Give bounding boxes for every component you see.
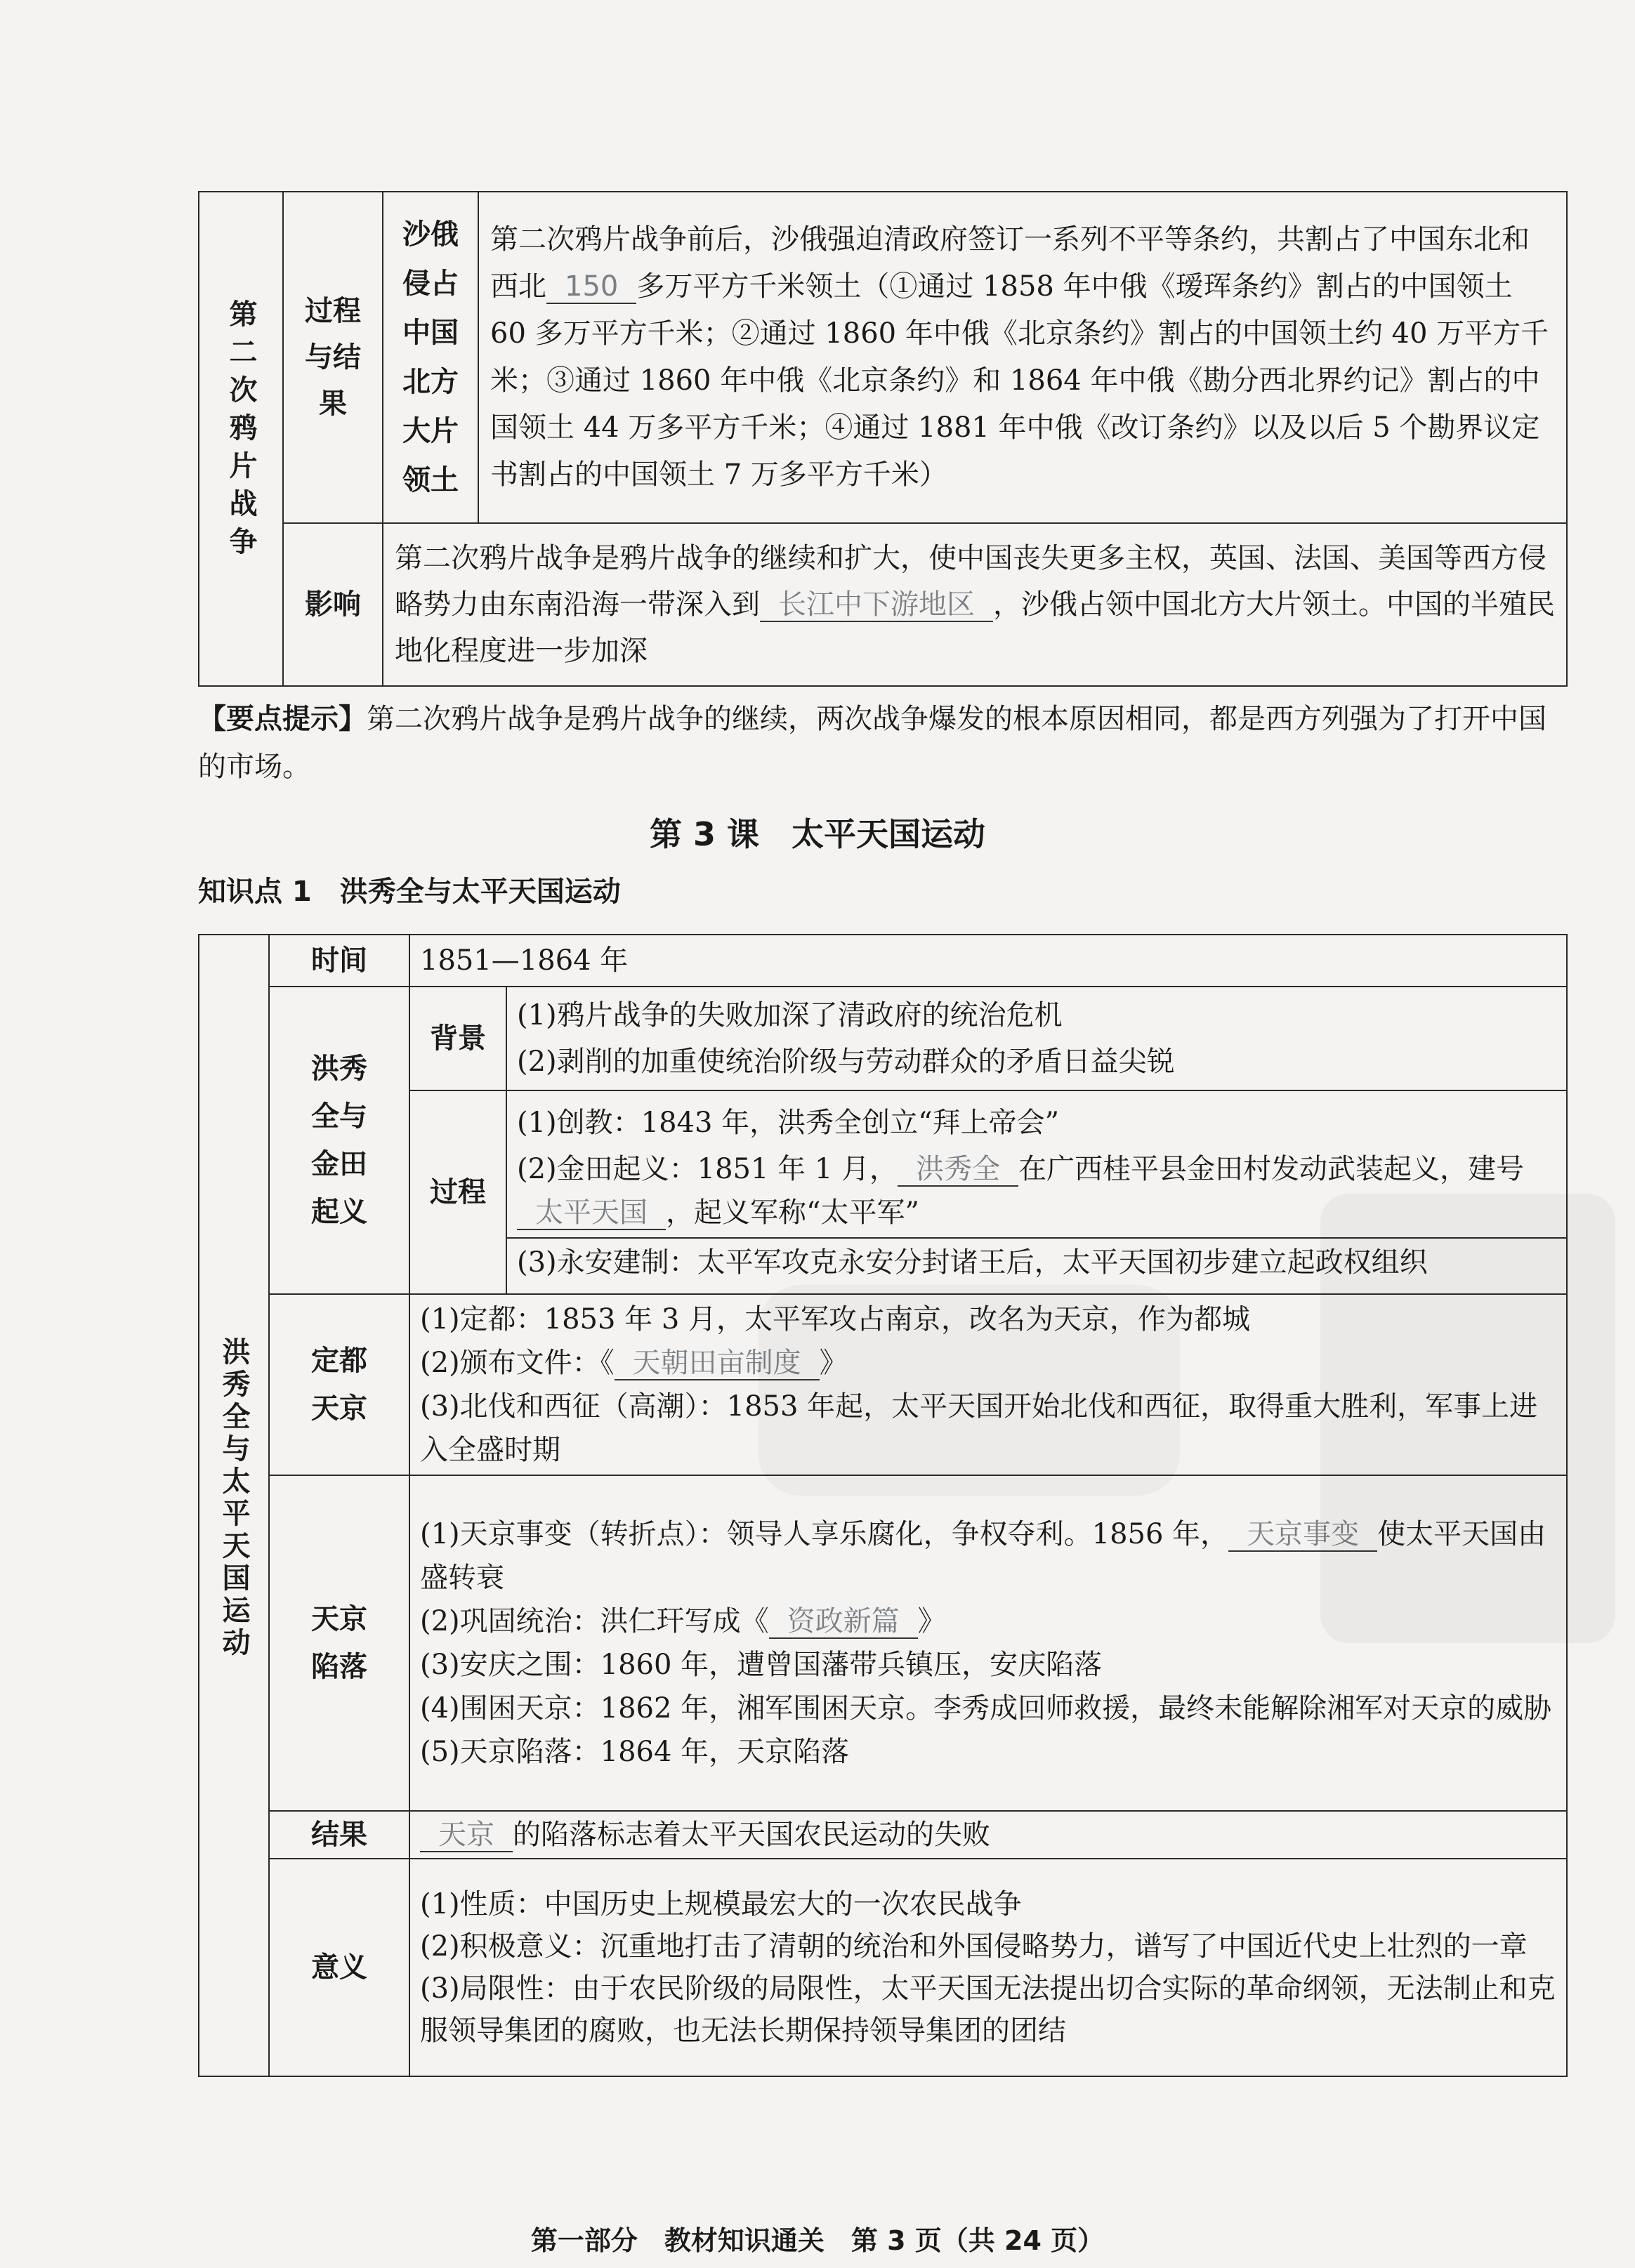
result-cell: 天京 的陷落标志着太平天国农民运动的失败 bbox=[409, 1811, 1567, 1859]
process-cell: (1)创教：1843 年，洪秀全创立“拜上帝会” (2)金田起义：1851 年 1 月， 洪秀全 在广西桂平县金田村发动武装起义，建号太平天国 ，起义军称“太平军” (3)永安建制：太平军攻克永安分封诸王后，太平天国初步建立起政权组织 bbox=[506, 1090, 1567, 1294]
table-taiping bbox=[198, 934, 1568, 2077]
meaning-cell: (1)性质：中国历史上规模最宏大的一次农民战争 (2)积极意义：沉重地打击了清朝的统治和外国侵略势力，谱写了中国近代史上壮烈的一章 (3)局限性：由于农民阶级的局限性，太平天国无法提出切合实际的革命纲领，无法制止和克服领导集团的腐败，也无法长期保持领导集团的团结 bbox=[409, 1859, 1567, 2076]
row-label-capital: 定都天京 bbox=[269, 1294, 409, 1475]
fall-cell: (1)天京事变（转折点）：领导人享乐腐化，争权夺利。1856 年， 天京事变 使太平天国由盛转衰 (2)巩固统治：洪仁玕写成《 资政新篇 》 (3)安庆之围：1860 年，遭曾国藩带兵镇压，安庆陷落 (4)围困天京：1862 年，湘军围困天京。李秀成回师救援，最终未能解除湘军对天京的威胁 (5)天京陷落：1864 年，天京陷落 bbox=[409, 1475, 1567, 1811]
answer-blank: 天朝田亩制度 bbox=[615, 1347, 820, 1380]
table-second-opium-war bbox=[198, 191, 1568, 687]
answer-blank: 天京事变 bbox=[1228, 1518, 1377, 1552]
answer-blank: 天京 bbox=[420, 1819, 513, 1852]
capital-cell: (1)定都：1853 年 3 月，太平军攻占南京，改名为天京，作为都城 (2)颁布文件：《 天朝田亩制度 》 (3)北伐和西征（高潮）：1853 年起，太平天国开始北伐和西征，取得重大胜利，军事上进入全盛时期 bbox=[409, 1294, 1567, 1475]
section-label: 洪秀全与太平天国运动 bbox=[199, 935, 269, 2076]
answer-blank: 太平天国 bbox=[517, 1196, 666, 1230]
row-text-impact: 第二次鸦片战争是鸦片战争的继续和扩大，使中国丧失更多主权，英国、法国、美国等西方侵略势力由东南沿海一带深入到 长江中下游地区 ，沙俄占领中国北方大片领土。中国的半殖民地化程度进一步加深 bbox=[383, 523, 1567, 686]
row-label-impact: 影响 bbox=[283, 523, 383, 686]
row-text-russia: 第二次鸦片战争前后，沙俄强迫清政府签订一系列不平等条约，共割占了中国东北和西北 150 多万平方千米领土（①通过 1858 年中俄《瑷珲条约》割占的中国领土 60 多万平方千米；②通过 1860 年中俄《北京条约》割占的中国领土约 40 万平方千米；③通过 1860 年中俄《北京条约》和 1864 年中俄《勘分西北界约记》割占的中国领土 44 万多平方千米；④通过 1881 年中俄《改订条约》以及以后 5 个勘界议定书割占的中国领土 7 万多平方千米） bbox=[478, 192, 1567, 523]
row-label-process: 过程 bbox=[409, 1090, 506, 1294]
answer-blank: 洪秀全 bbox=[898, 1153, 1018, 1187]
lesson-title: 第 3 课 太平天国运动 bbox=[649, 815, 986, 853]
background-cell: (1)鸦片战争的失败加深了清政府的统治危机 (2)剥削的加重使统治阶级与劳动群众的矛盾日益尖锐 bbox=[506, 987, 1567, 1090]
row-label-fall: 天京陷落 bbox=[269, 1475, 409, 1811]
section-label: 第二次鸦片战争 bbox=[199, 192, 283, 686]
answer-blank: 长江中下游地区 bbox=[760, 588, 993, 622]
row-label-result: 结果 bbox=[269, 1811, 409, 1859]
row-label-background: 背景 bbox=[409, 987, 506, 1090]
answer-blank: 资政新篇 bbox=[769, 1605, 918, 1639]
time-value: 1851—1864 年 bbox=[409, 935, 1567, 987]
row-label-uprising: 洪秀全与金田起义 bbox=[269, 987, 409, 1294]
answer-blank: 150 bbox=[546, 270, 636, 304]
page-footer: 第一部分 教材知识通关 第 3 页（共 24 页） bbox=[530, 2225, 1105, 2256]
key-point-tip: 【要点提示】第二次鸦片战争是鸦片战争的继续，两次战争爆发的根本原因相同，都是西方列强为了打开中国的市场。 bbox=[198, 703, 1547, 783]
knowledge-point-heading: 知识点 1 洪秀全与太平天国运动 bbox=[198, 876, 621, 908]
row-sublabel-russia: 沙俄侵占中国北方大片领土 bbox=[383, 192, 478, 523]
row-label-process: 过程与结果 bbox=[283, 192, 383, 523]
row-label-meaning: 意义 bbox=[269, 1859, 409, 2076]
row-label-time: 时间 bbox=[269, 935, 409, 987]
